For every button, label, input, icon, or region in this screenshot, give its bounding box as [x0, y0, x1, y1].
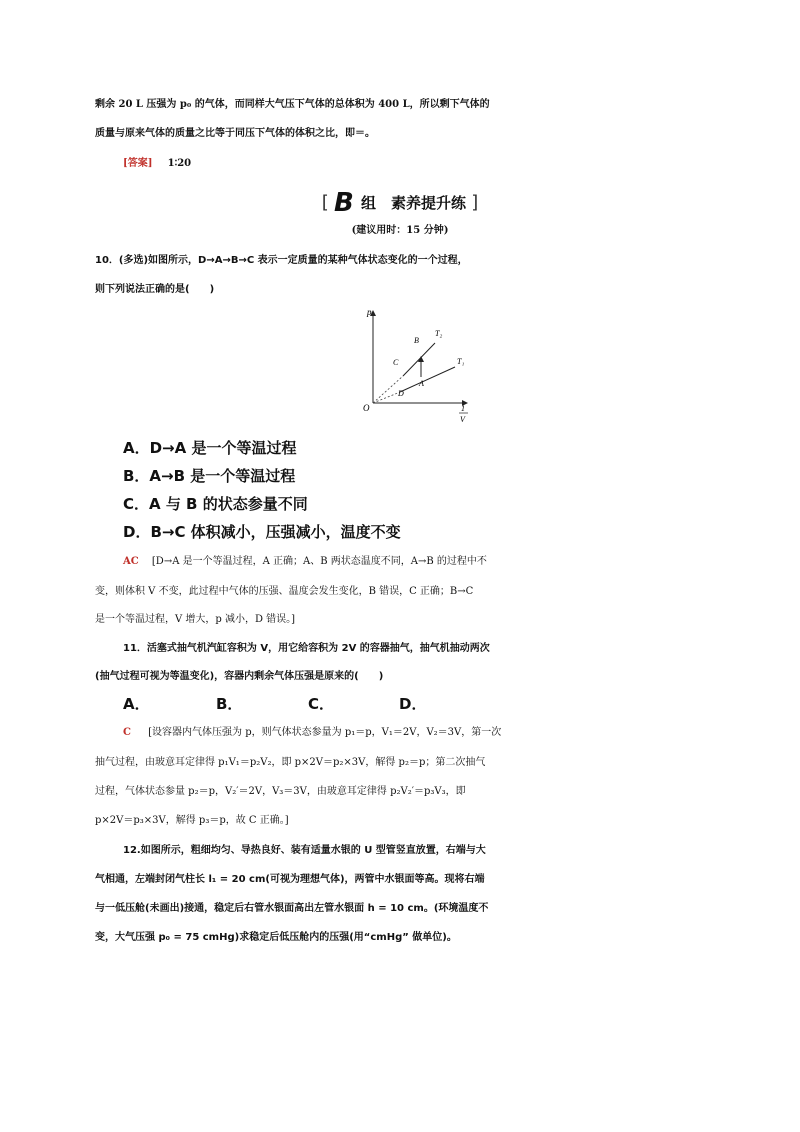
t1-label: T₁ — [457, 357, 465, 366]
q10-explain-line-3: 是一个等温过程，V 增大，p 减小，D 错误。] — [95, 614, 296, 625]
q11-stem-line-1: 11．活塞式抽气机汽缸容积为 V，用它给容积为 2V 的容器抽气，抽气机抽动两次 — [123, 643, 490, 654]
section-banner: [ B 组 素养提升练 ] — [321, 188, 479, 218]
q10-option-d: D．B→C 体积减小，压强减小，温度不变 — [123, 523, 401, 541]
q11-stem-line-2: (抽气过程可视为等温变化)，容器内剩余气体压强是原来的( ) — [95, 671, 384, 682]
q11-explain-line-2: 抽气过程，由玻意耳定律得 p₁V₁＝p₂V₂，即 p×2V＝p₂×3V，解得 p₂＝p；第二次抽气 — [95, 757, 486, 768]
point-b-label: B — [414, 336, 419, 345]
q11-option-a: A． — [123, 695, 150, 713]
q10-explain-text-1: [D→A 是一个等温过程，A 正确；A、B 两状态温度不同，A→B 的过程中不 — [151, 556, 487, 567]
y-axis-label: p — [367, 307, 372, 317]
q10-explain-line-1 — [123, 551, 723, 573]
q11-explain-line-4: p×2V＝p₃×3V，解得 p₃＝p，故 C 正确。] — [95, 815, 289, 826]
q10-stem-line-2: 则下列说法正确的是( ) — [95, 284, 215, 295]
prev-text-line-1: 剩余 20 L 压强为 p₀ 的气体，而同样大气压下气体的总体积为 400 L，所以剩下气体的 — [95, 99, 490, 110]
answer-label: [答案] — [123, 158, 153, 169]
x-axis-label-num: 1 — [461, 404, 465, 413]
point-c-label: C — [393, 358, 399, 367]
point-d-label: D — [398, 389, 404, 398]
section-title: 组 素养提升练 — [361, 194, 467, 212]
q10-option-a: A．D→A 是一个等温过程 — [123, 439, 297, 457]
prev-text-line-2: 质量与原来气体的质量之比等于同压下气体的体积之比，即＝。 — [95, 128, 375, 139]
section-badge: B — [333, 188, 354, 218]
q10-option-b: B．A→B 是一个等温过程 — [123, 467, 296, 485]
t1-dashed — [373, 392, 400, 403]
q10-stem-line-1: 10．(多选)如图所示，D→A→B→C 表示一定质量的某种气体状态变化的一个过程， — [95, 255, 468, 266]
q12-stem-line-4: 变，大气压强 p₀ = 75 cmHg)求稳定后低压舱内的压强(用“cmHg” 做单位)。 — [95, 932, 457, 943]
q11-option-c: C． — [308, 695, 335, 713]
t2-line — [403, 343, 435, 376]
q10-answer: AC — [123, 556, 139, 567]
q10-figure — [355, 303, 480, 428]
answer-value: 1∶20 — [167, 158, 192, 169]
q10-explain-line-2: 变，则体积 V 不变，此过程中气体的压强、温度会发生变化，B 错误，C 正确；B→C — [95, 586, 474, 597]
q11-explain-line-3: 过程，气体状态参量 p₂＝p，V₂′＝2V，V₃＝3V，由玻意耳定律得 p₂V₂′＝p₃V₃，即 — [95, 786, 466, 797]
prev-answer — [123, 153, 743, 175]
q12-stem-line-1: 12.如图所示，粗细均匀、导热良好、装有适量水银的 U 型管竖直放置，右端与大 — [123, 845, 486, 856]
q10-option-c: C．A 与 B 的状态参量不同 — [123, 495, 308, 513]
q11-option-b: B． — [216, 695, 243, 713]
point-a-label: A — [419, 379, 424, 388]
q12-stem-line-3: 与一低压舱(未画出)接通，稳定后右管水银面高出左管水银面 h = 10 cm。(环境温度不 — [95, 903, 489, 914]
q11-option-d: D． — [399, 695, 427, 713]
origin-label: O — [363, 403, 370, 413]
t2-label: T₂ — [435, 329, 443, 338]
q11-answer: C — [123, 727, 131, 738]
time-note: (建议用时：15 分钟) — [351, 225, 449, 236]
x-axis-label-den: V — [460, 415, 465, 424]
q11-explain-text-1: [设容器内气体压强为 p，则气体状态参量为 p₁＝p，V₁＝2V，V₂＝3V，第一次 — [148, 727, 502, 738]
q11-explain-line-1 — [123, 722, 723, 744]
q12-stem-line-2: 气相通，左端封闭气柱长 l₁ = 20 cm(可视为理想气体)，两管中水银面等高。现将右端 — [95, 874, 485, 885]
